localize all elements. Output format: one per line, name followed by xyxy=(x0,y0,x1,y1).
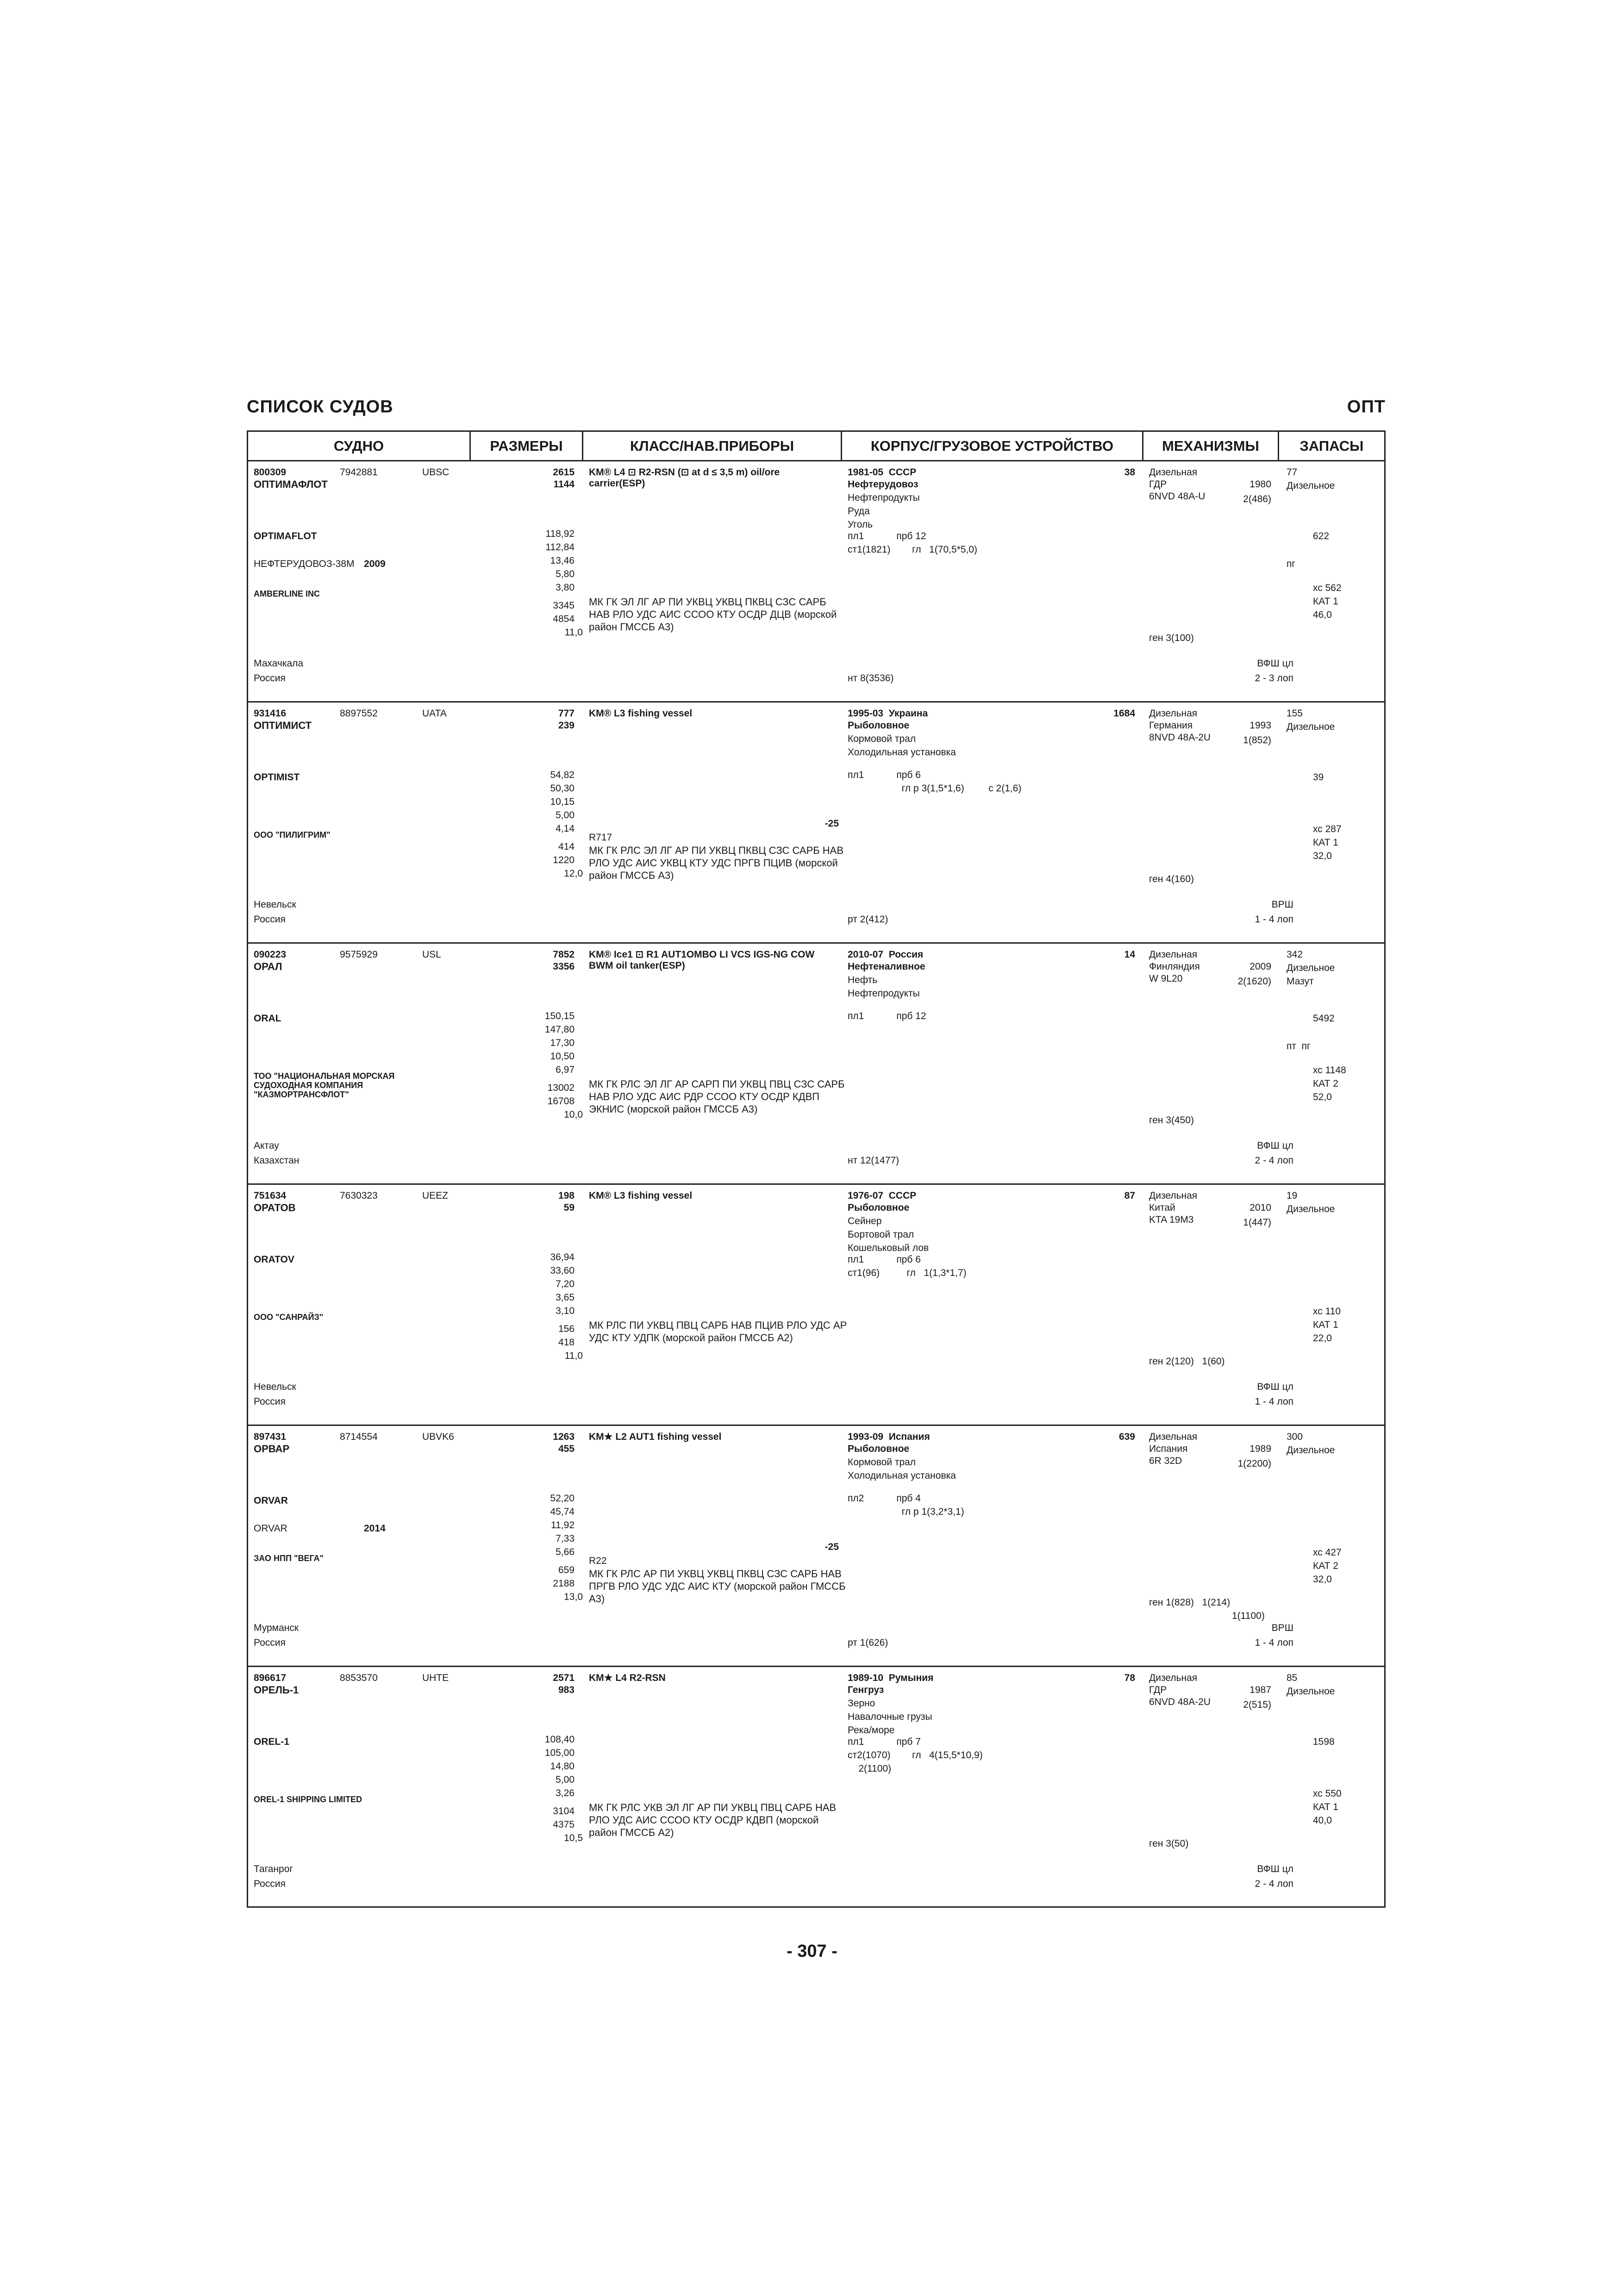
dimension-value: 33,60 xyxy=(550,1265,575,1276)
vessel-type-line: Сейнер xyxy=(848,1216,882,1226)
engine-power: 2(515) xyxy=(1243,1699,1271,1710)
former-name: ORVAR xyxy=(254,1523,287,1534)
complement-line: КАТ 1 xyxy=(1313,837,1338,848)
engine-model: KTA 19M3 xyxy=(1149,1214,1194,1225)
vessel-latin-name: ORATOV xyxy=(254,1254,294,1265)
yard-number: 1684 xyxy=(1113,708,1135,719)
generators: ген 3(450) xyxy=(1149,1115,1194,1126)
dimension-value: 52,20 xyxy=(550,1493,575,1504)
propeller-blades: 1 - 4 лоп xyxy=(1255,914,1293,925)
refrigerant-code: R717 xyxy=(589,832,612,843)
engine-year: 1989 xyxy=(1249,1444,1271,1454)
deck-hatch-line: гл р 3(1,5*1,6) с 2(1,6) xyxy=(848,783,1022,794)
complement-line: хс 562 xyxy=(1313,583,1342,593)
engine-power: 2(486) xyxy=(1243,494,1271,504)
vessel-type-line: Холодильная установка xyxy=(848,1470,956,1481)
yard-number: 78 xyxy=(1124,1673,1135,1683)
class-notation: KM® L3 fishing vessel xyxy=(589,708,693,719)
gross-tonnage: 198 xyxy=(558,1190,575,1201)
deck-hatch-line: ст1(1821) гл 1(70,5*5,0) xyxy=(848,544,978,555)
complement-line: КАТ 1 xyxy=(1313,596,1338,607)
fuel-line: 85 xyxy=(1287,1673,1298,1683)
cargo-capacity: 622 xyxy=(1313,531,1330,541)
navigation-equipment: МК ГК ЭЛ ЛГ АР ПИ УКВЦ УКВЦ ПКВЦ СЗС САРБ НАВ РЛО УДС АИС ССОО КТУ ОСДР ДЦВ (морской район ГМССБ А3) xyxy=(589,596,837,633)
propeller-blades: 2 - 4 лоп xyxy=(1255,1879,1293,1889)
vessel-type-line: Бортовой трал xyxy=(848,1229,914,1240)
generators: ген 1(828) 1(214) xyxy=(1149,1597,1230,1608)
yard-number: 14 xyxy=(1124,949,1135,960)
propeller-type: ВФШ цл xyxy=(1257,658,1293,669)
deck-hatch-line: пл1 прб 6 xyxy=(848,1254,921,1265)
owner-name: OREL-1 SHIPPING LIMITED xyxy=(254,1795,362,1804)
gross-tonnage: 777 xyxy=(558,708,575,719)
cargo-capacity: 5492 xyxy=(1313,1013,1335,1024)
yard-number: 87 xyxy=(1124,1190,1135,1201)
deck-hatch-line: 2(1100) xyxy=(848,1763,892,1774)
home-port: Невельск xyxy=(254,1381,296,1392)
engine-model: 6NVD 48A-2U xyxy=(1149,1697,1211,1707)
vessel-type-line: Кошельковый лов xyxy=(848,1243,929,1253)
vessel-latin-name: ORAL xyxy=(254,1013,281,1024)
engine-type: Дизельная xyxy=(1149,949,1198,960)
call-sign: UATA xyxy=(422,708,447,719)
generators: ген 4(160) xyxy=(1149,874,1194,884)
class-notation: KM® L3 fishing vessel xyxy=(589,1190,693,1201)
generators: ген 3(50) xyxy=(1149,1838,1189,1849)
vessel-type-line: Навалочные грузы xyxy=(848,1711,932,1722)
engine-power: 2(1620) xyxy=(1237,976,1271,987)
cargo-types: пг xyxy=(1287,559,1296,569)
engine-model: 6R 32D xyxy=(1149,1456,1182,1466)
complement-line: хс 550 xyxy=(1313,1788,1342,1799)
flag-state: Россия xyxy=(254,914,286,925)
engine-country: ГДР xyxy=(1149,1685,1167,1695)
propeller-blades: 1 - 4 лоп xyxy=(1255,1396,1293,1407)
build-info: 1976-07 СССР xyxy=(848,1190,917,1201)
complement-line: 22,0 xyxy=(1313,1333,1332,1344)
column-header-vessel: СУДНО xyxy=(333,438,384,454)
fuel-line: Дизельное xyxy=(1287,1204,1335,1214)
dimension-value: 10,50 xyxy=(550,1051,575,1062)
owner-name: AMBERLINE INC xyxy=(254,589,320,598)
dimension-value: 108,40 xyxy=(544,1734,575,1745)
hull-tanks: рт 2(412) xyxy=(848,914,888,925)
vessel-type-line: Рыболовное xyxy=(848,1444,910,1454)
page-number: - 307 - xyxy=(787,1941,837,1961)
vessel-entry xyxy=(248,703,1384,944)
dimension-value: 11,92 xyxy=(551,1520,575,1531)
vessel-name: ОРВАР xyxy=(254,1443,290,1455)
former-name-year: 2009 xyxy=(364,559,386,569)
vessel-entry xyxy=(248,944,1384,1185)
complement-line: 46,0 xyxy=(1313,610,1332,620)
build-info: 1993-09 Испания xyxy=(848,1431,930,1442)
fuel-line: 19 xyxy=(1287,1190,1298,1201)
vessel-type-line: Уголь xyxy=(848,519,873,530)
propeller-type: ВРШ xyxy=(1271,899,1293,910)
propeller-type: ВФШ цл xyxy=(1257,1864,1293,1874)
engine-power: 1(447) xyxy=(1243,1217,1271,1228)
imo-number: 9575929 xyxy=(340,949,378,960)
dimension-value: 147,80 xyxy=(544,1024,575,1035)
gross-tonnage: 2571 xyxy=(553,1673,575,1683)
engine-country: Испания xyxy=(1149,1444,1188,1454)
net-tonnage: 59 xyxy=(563,1202,575,1213)
class-ice-temp: -25 xyxy=(824,1542,839,1552)
vessel-type-line: Генгруз xyxy=(848,1685,884,1695)
complement-line: 32,0 xyxy=(1313,1574,1332,1585)
complement-line: КАТ 1 xyxy=(1313,1802,1338,1812)
displacement-light: 156 xyxy=(558,1324,575,1334)
engine-country: Китай xyxy=(1149,1202,1175,1213)
engine-country: ГДР xyxy=(1149,479,1167,490)
flag-state: Россия xyxy=(254,673,286,684)
navigation-equipment: МК ГК РЛС УКВ ЭЛ ЛГ АР ПИ УКВЦ ПВЦ САРБ НАВ РЛО УДС АИС ССОО КТУ ОСДР КДВП (морской район ГМССБ А2) xyxy=(589,1802,837,1838)
displacement-light: 13002 xyxy=(547,1083,575,1093)
build-info: 2010-07 Россия xyxy=(848,949,924,960)
complement-line: КАТ 2 xyxy=(1313,1078,1338,1089)
deck-hatch-line: пл1 прб 6 xyxy=(848,770,921,780)
engine-model: 8NVD 48A-2U xyxy=(1149,732,1211,743)
vessel-latin-name: OREL-1 xyxy=(254,1736,290,1747)
engine-year: 1980 xyxy=(1249,479,1271,490)
home-port: Невельск xyxy=(254,899,296,910)
propeller-type: ВФШ цл xyxy=(1257,1140,1293,1151)
dimension-value: 5,66 xyxy=(556,1547,575,1557)
dimension-value: 7,20 xyxy=(556,1279,575,1289)
hull-tanks: нт 8(3536) xyxy=(848,673,894,684)
home-port: Актау xyxy=(254,1140,279,1151)
deck-hatch-line: гл р 1(3,2*3,1) xyxy=(848,1506,964,1517)
refrigerant-code: R22 xyxy=(589,1556,607,1566)
vessel-entry xyxy=(248,1426,1384,1667)
dimension-value: 3,26 xyxy=(556,1788,575,1798)
deadweight: 418 xyxy=(558,1337,575,1348)
navigation-equipment: МК ГК РЛС АР ПИ УКВЦ УКВЦ ПКВЦ СЗС САРБ НАВ ПРГВ РЛО УДС УДС АИС КТУ (морской район ГМССБ А3) xyxy=(589,1568,846,1605)
vessel-type-line: Кормовой трал xyxy=(848,1457,916,1468)
gross-tonnage: 1263 xyxy=(553,1431,575,1442)
call-sign: UHTE xyxy=(422,1673,449,1683)
table-header-row xyxy=(248,432,1384,461)
dimension-value: 54,82 xyxy=(550,770,575,780)
vessel-type-line: Нефтеналивное xyxy=(848,961,925,972)
build-info: 1995-03 Украина xyxy=(848,708,928,719)
fuel-line: Мазут xyxy=(1287,976,1314,987)
dimension-value: 5,00 xyxy=(556,1774,575,1785)
displacement-light: 3345 xyxy=(553,600,575,611)
class-notation: KM® Ice1 ⊡ R1 AUT1OMBO LI VCS IGS-NG COW BWM oil tanker(ESP) xyxy=(589,949,815,971)
vessel-name: ОПТИМИСТ xyxy=(254,720,312,731)
generators: ген 2(120) 1(60) xyxy=(1149,1356,1225,1367)
dimension-value: 3,10 xyxy=(556,1306,575,1316)
gross-tonnage: 2615 xyxy=(553,467,575,478)
fuel-line: Дизельное xyxy=(1287,480,1335,491)
engine-power: 1(2200) xyxy=(1237,1458,1271,1469)
former-name: НЕФТЕРУДОВОЗ-38М xyxy=(254,559,355,569)
engine-type: Дизельная xyxy=(1149,1673,1198,1683)
net-tonnage: 1144 xyxy=(553,479,575,490)
home-port: Мурманск xyxy=(254,1623,299,1633)
displacement-light: 3104 xyxy=(553,1806,575,1817)
vessel-name: ОРАТОВ xyxy=(254,1202,296,1213)
engine-year: 1987 xyxy=(1249,1685,1271,1695)
propeller-blades: 2 - 4 лоп xyxy=(1255,1155,1293,1166)
generators-extra: 1(1100) xyxy=(1232,1611,1265,1621)
gross-tonnage: 7852 xyxy=(553,949,575,960)
engine-model: W 9L20 xyxy=(1149,973,1183,984)
fuel-line: Дизельное xyxy=(1287,1686,1335,1697)
home-port: Махачкала xyxy=(254,658,304,669)
net-tonnage: 239 xyxy=(558,720,575,731)
complement-line: 52,0 xyxy=(1313,1092,1332,1102)
imo-number: 8897552 xyxy=(340,708,378,719)
column-header-dimensions: РАЗМЕРЫ xyxy=(490,438,563,454)
dimension-value: 5,80 xyxy=(556,569,575,579)
fuel-line: Дизельное xyxy=(1287,1445,1335,1456)
vessel-type-line: Зерно xyxy=(848,1698,875,1709)
call-sign: UBSC xyxy=(422,467,450,478)
net-tonnage: 3356 xyxy=(553,961,575,972)
dimension-value: 5,00 xyxy=(556,810,575,821)
column-header-machinery: МЕХАНИЗМЫ xyxy=(1162,438,1259,454)
deck-hatch-line: пл1 прб 12 xyxy=(848,531,926,541)
fuel-line: 300 xyxy=(1287,1431,1303,1442)
speed-knots: 13,0 xyxy=(564,1592,583,1602)
vessel-latin-name: OPTIMAFLOT xyxy=(254,531,317,541)
vessel-type-line: Нефть xyxy=(848,975,878,985)
column-header-stores: ЗАПАСЫ xyxy=(1299,438,1364,454)
vessel-type-line: Рыболовное xyxy=(848,720,910,731)
vessel-type-line: Нефтерудовоз xyxy=(848,479,918,490)
complement-line: 40,0 xyxy=(1313,1815,1332,1826)
speed-knots: 12,0 xyxy=(564,868,583,879)
imo-number: 8853570 xyxy=(340,1673,378,1683)
class-notation: KM® L4 ⊡ R2-RSN (⊡ at d ≤ 3,5 m) oil/ore carrier(ESP) xyxy=(589,467,780,489)
deadweight: 1220 xyxy=(553,855,575,865)
deadweight: 4854 xyxy=(553,614,575,624)
vessel-entry xyxy=(248,461,1384,703)
engine-country: Германия xyxy=(1149,720,1193,731)
registry-number: 897431 xyxy=(254,1431,287,1442)
dimension-value: 17,30 xyxy=(550,1038,575,1048)
complement-line: хс 427 xyxy=(1313,1547,1342,1558)
cargo-capacity: 39 xyxy=(1313,772,1324,783)
vessel-type-line: Нефтепродукты xyxy=(848,492,920,503)
complement-line: КАТ 2 xyxy=(1313,1561,1338,1571)
dimension-value: 14,80 xyxy=(550,1761,575,1772)
speed-knots: 10,0 xyxy=(564,1109,583,1120)
engine-model: 6NVD 48A-U xyxy=(1149,491,1206,502)
fuel-line: 77 xyxy=(1287,467,1298,478)
speed-knots: 10,5 xyxy=(564,1833,583,1843)
deck-hatch-line: пл1 прб 7 xyxy=(848,1736,921,1747)
speed-knots: 11,0 xyxy=(564,1350,583,1361)
displacement-light: 659 xyxy=(558,1565,575,1575)
hull-tanks: рт 1(626) xyxy=(848,1637,888,1648)
call-sign: UBVK6 xyxy=(422,1431,454,1442)
generators: ген 3(100) xyxy=(1149,633,1194,643)
class-ice-temp: -25 xyxy=(824,818,839,829)
displacement-light: 414 xyxy=(558,841,575,852)
vessel-type-line: Рыболовное xyxy=(848,1202,910,1213)
call-sign: UEEZ xyxy=(422,1190,449,1201)
navigation-equipment: МК ГК РЛС ЭЛ ЛГ АР САРП ПИ УКВЦ ПВЦ СЗС САРБ НАВ РЛО УДС АИС РДР ССОО КТУ ОСДР КДВП ЭКНИС (морской район ГМССБ А3) xyxy=(589,1078,845,1115)
registry-number: 090223 xyxy=(254,949,287,960)
dimension-value: 10,15 xyxy=(550,796,575,807)
fuel-line: Дизельное xyxy=(1287,963,1335,973)
deadweight: 16708 xyxy=(547,1096,575,1107)
former-name-year: 2014 xyxy=(364,1523,386,1534)
net-tonnage: 455 xyxy=(558,1444,575,1454)
class-notation: KM★ L2 AUT1 fishing vessel xyxy=(589,1431,722,1442)
dimension-value: 50,30 xyxy=(550,783,575,794)
page-header xyxy=(247,397,1386,420)
registry-number: 800309 xyxy=(254,467,287,478)
section-code: ОПТ xyxy=(1347,397,1386,417)
dimension-value: 3,65 xyxy=(556,1292,575,1303)
propeller-type: ВФШ цл xyxy=(1257,1381,1293,1392)
fuel-line: Дизельное xyxy=(1287,722,1335,732)
build-info: 1981-05 СССР xyxy=(848,467,917,478)
navigation-equipment: МК РЛС ПИ УКВЦ ПВЦ САРБ НАВ ПЦИВ РЛО УДС АР УДС КТУ УДПК (морской район ГМССБ А2) xyxy=(589,1319,847,1344)
deck-hatch-line: ст2(1070) гл 4(15,5*10,9) xyxy=(848,1750,983,1761)
engine-country: Финляндия xyxy=(1149,961,1200,972)
vessel-name: ОПТИМАФЛОТ xyxy=(254,479,328,490)
dimension-value: 6,97 xyxy=(556,1064,575,1075)
imo-number: 7630323 xyxy=(340,1190,378,1201)
fuel-line: 155 xyxy=(1287,708,1303,719)
dimension-value: 3,80 xyxy=(556,582,575,593)
dimension-value: 150,15 xyxy=(544,1011,575,1021)
deck-hatch-line: пл1 прб 12 xyxy=(848,1011,926,1021)
build-info: 1989-10 Румыния xyxy=(848,1673,934,1683)
vessel-name: ОРАЛ xyxy=(254,961,282,972)
complement-line: КАТ 1 xyxy=(1313,1319,1338,1330)
dimension-value: 4,14 xyxy=(556,823,575,834)
owner-name: ООО "ПИЛИГРИМ" xyxy=(254,830,331,840)
engine-power: 1(852) xyxy=(1243,735,1271,746)
registry-number: 931416 xyxy=(254,708,287,719)
owner-name: ТОО "НАЦИОНАЛЬНАЯ МОРСКАЯ СУДОХОДНАЯ КОМПАНИЯ "КАЗМОРТРАНСФЛОТ" xyxy=(254,1071,395,1099)
navigation-equipment: МК ГК РЛС ЭЛ ЛГ АР ПИ УКВЦ ПКВЦ СЗС САРБ НАВ РЛО УДС АИС УКВЦ КТУ УДС ПРГВ ПЦИВ (морской район ГМССБ А3) xyxy=(589,845,844,881)
hull-tanks: нт 12(1477) xyxy=(848,1155,899,1166)
column-header-class-nav: КЛАСС/НАВ.ПРИБОРЫ xyxy=(630,438,794,454)
vessel-type-line: Река/море xyxy=(848,1725,895,1736)
dimension-value: 45,74 xyxy=(550,1506,575,1517)
cargo-types: пт пг xyxy=(1287,1041,1311,1052)
vessel-name: ОРЕЛЬ-1 xyxy=(254,1684,299,1696)
class-notation: KM★ L4 R2-RSN xyxy=(589,1673,666,1683)
flag-state: Россия xyxy=(254,1396,286,1407)
deadweight: 4375 xyxy=(553,1819,575,1830)
column-header-hull-cargo: КОРПУС/ГРУЗОВОЕ УСТРОЙСТВО xyxy=(870,438,1114,454)
net-tonnage: 983 xyxy=(558,1685,575,1695)
speed-knots: 11,0 xyxy=(564,627,583,638)
owner-name: ЗАО НПП "ВЕГА" xyxy=(254,1554,324,1563)
home-port: Таганрог xyxy=(254,1864,294,1874)
dimension-value: 112,84 xyxy=(545,542,575,553)
propeller-blades: 2 - 3 лоп xyxy=(1255,673,1293,684)
engine-type: Дизельная xyxy=(1149,467,1198,478)
vessel-register-table xyxy=(247,430,1386,1908)
vessel-entry xyxy=(248,1185,1384,1426)
imo-number: 8714554 xyxy=(340,1431,378,1442)
deck-hatch-line: ст1(96) гл 1(1,3*1,7) xyxy=(848,1268,967,1278)
engine-year: 2009 xyxy=(1249,961,1271,972)
dimension-value: 105,00 xyxy=(544,1748,575,1758)
fuel-line: 342 xyxy=(1287,949,1303,960)
call-sign: USL xyxy=(422,949,441,960)
document-title: СПИСОК СУДОВ xyxy=(247,397,394,417)
vessel-entry xyxy=(248,1667,1384,1908)
registry-number: 751634 xyxy=(254,1190,287,1201)
vessel-type-line: Кормовой трал xyxy=(848,734,916,744)
engine-type: Дизельная xyxy=(1149,708,1198,719)
dimension-value: 7,33 xyxy=(556,1533,575,1544)
yard-number: 639 xyxy=(1118,1431,1135,1442)
complement-line: хс 1148 xyxy=(1313,1065,1346,1076)
deck-hatch-line: пл2 прб 4 xyxy=(848,1493,921,1504)
vessel-latin-name: OPTIMIST xyxy=(254,772,300,783)
flag-state: Россия xyxy=(254,1637,286,1648)
vessel-type-line: Холодильная установка xyxy=(848,747,956,758)
complement-line: 32,0 xyxy=(1313,851,1332,861)
imo-number: 7942881 xyxy=(340,467,378,478)
vessel-type-line: Руда xyxy=(848,506,870,516)
flag-state: Казахстан xyxy=(254,1155,300,1166)
engine-type: Дизельная xyxy=(1149,1190,1198,1201)
dimension-value: 118,92 xyxy=(545,529,575,539)
engine-year: 2010 xyxy=(1249,1202,1271,1213)
vessel-type-line: Нефтепродукты xyxy=(848,988,920,999)
cargo-capacity: 1598 xyxy=(1313,1736,1335,1747)
propeller-type: ВРШ xyxy=(1271,1623,1293,1633)
dimension-value: 36,94 xyxy=(550,1252,575,1263)
yard-number: 38 xyxy=(1124,467,1135,478)
engine-year: 1993 xyxy=(1249,720,1271,731)
dimension-value: 13,46 xyxy=(550,555,575,566)
owner-name: ООО "САНРАЙЗ" xyxy=(254,1313,324,1322)
engine-type: Дизельная xyxy=(1149,1431,1198,1442)
complement-line: хс 287 xyxy=(1313,824,1342,834)
deadweight: 2188 xyxy=(553,1578,575,1589)
flag-state: Россия xyxy=(254,1879,286,1889)
vessel-latin-name: ORVAR xyxy=(254,1495,288,1506)
complement-line: хс 110 xyxy=(1313,1306,1341,1317)
registry-number: 896617 xyxy=(254,1673,287,1683)
propeller-blades: 1 - 4 лоп xyxy=(1255,1637,1293,1648)
